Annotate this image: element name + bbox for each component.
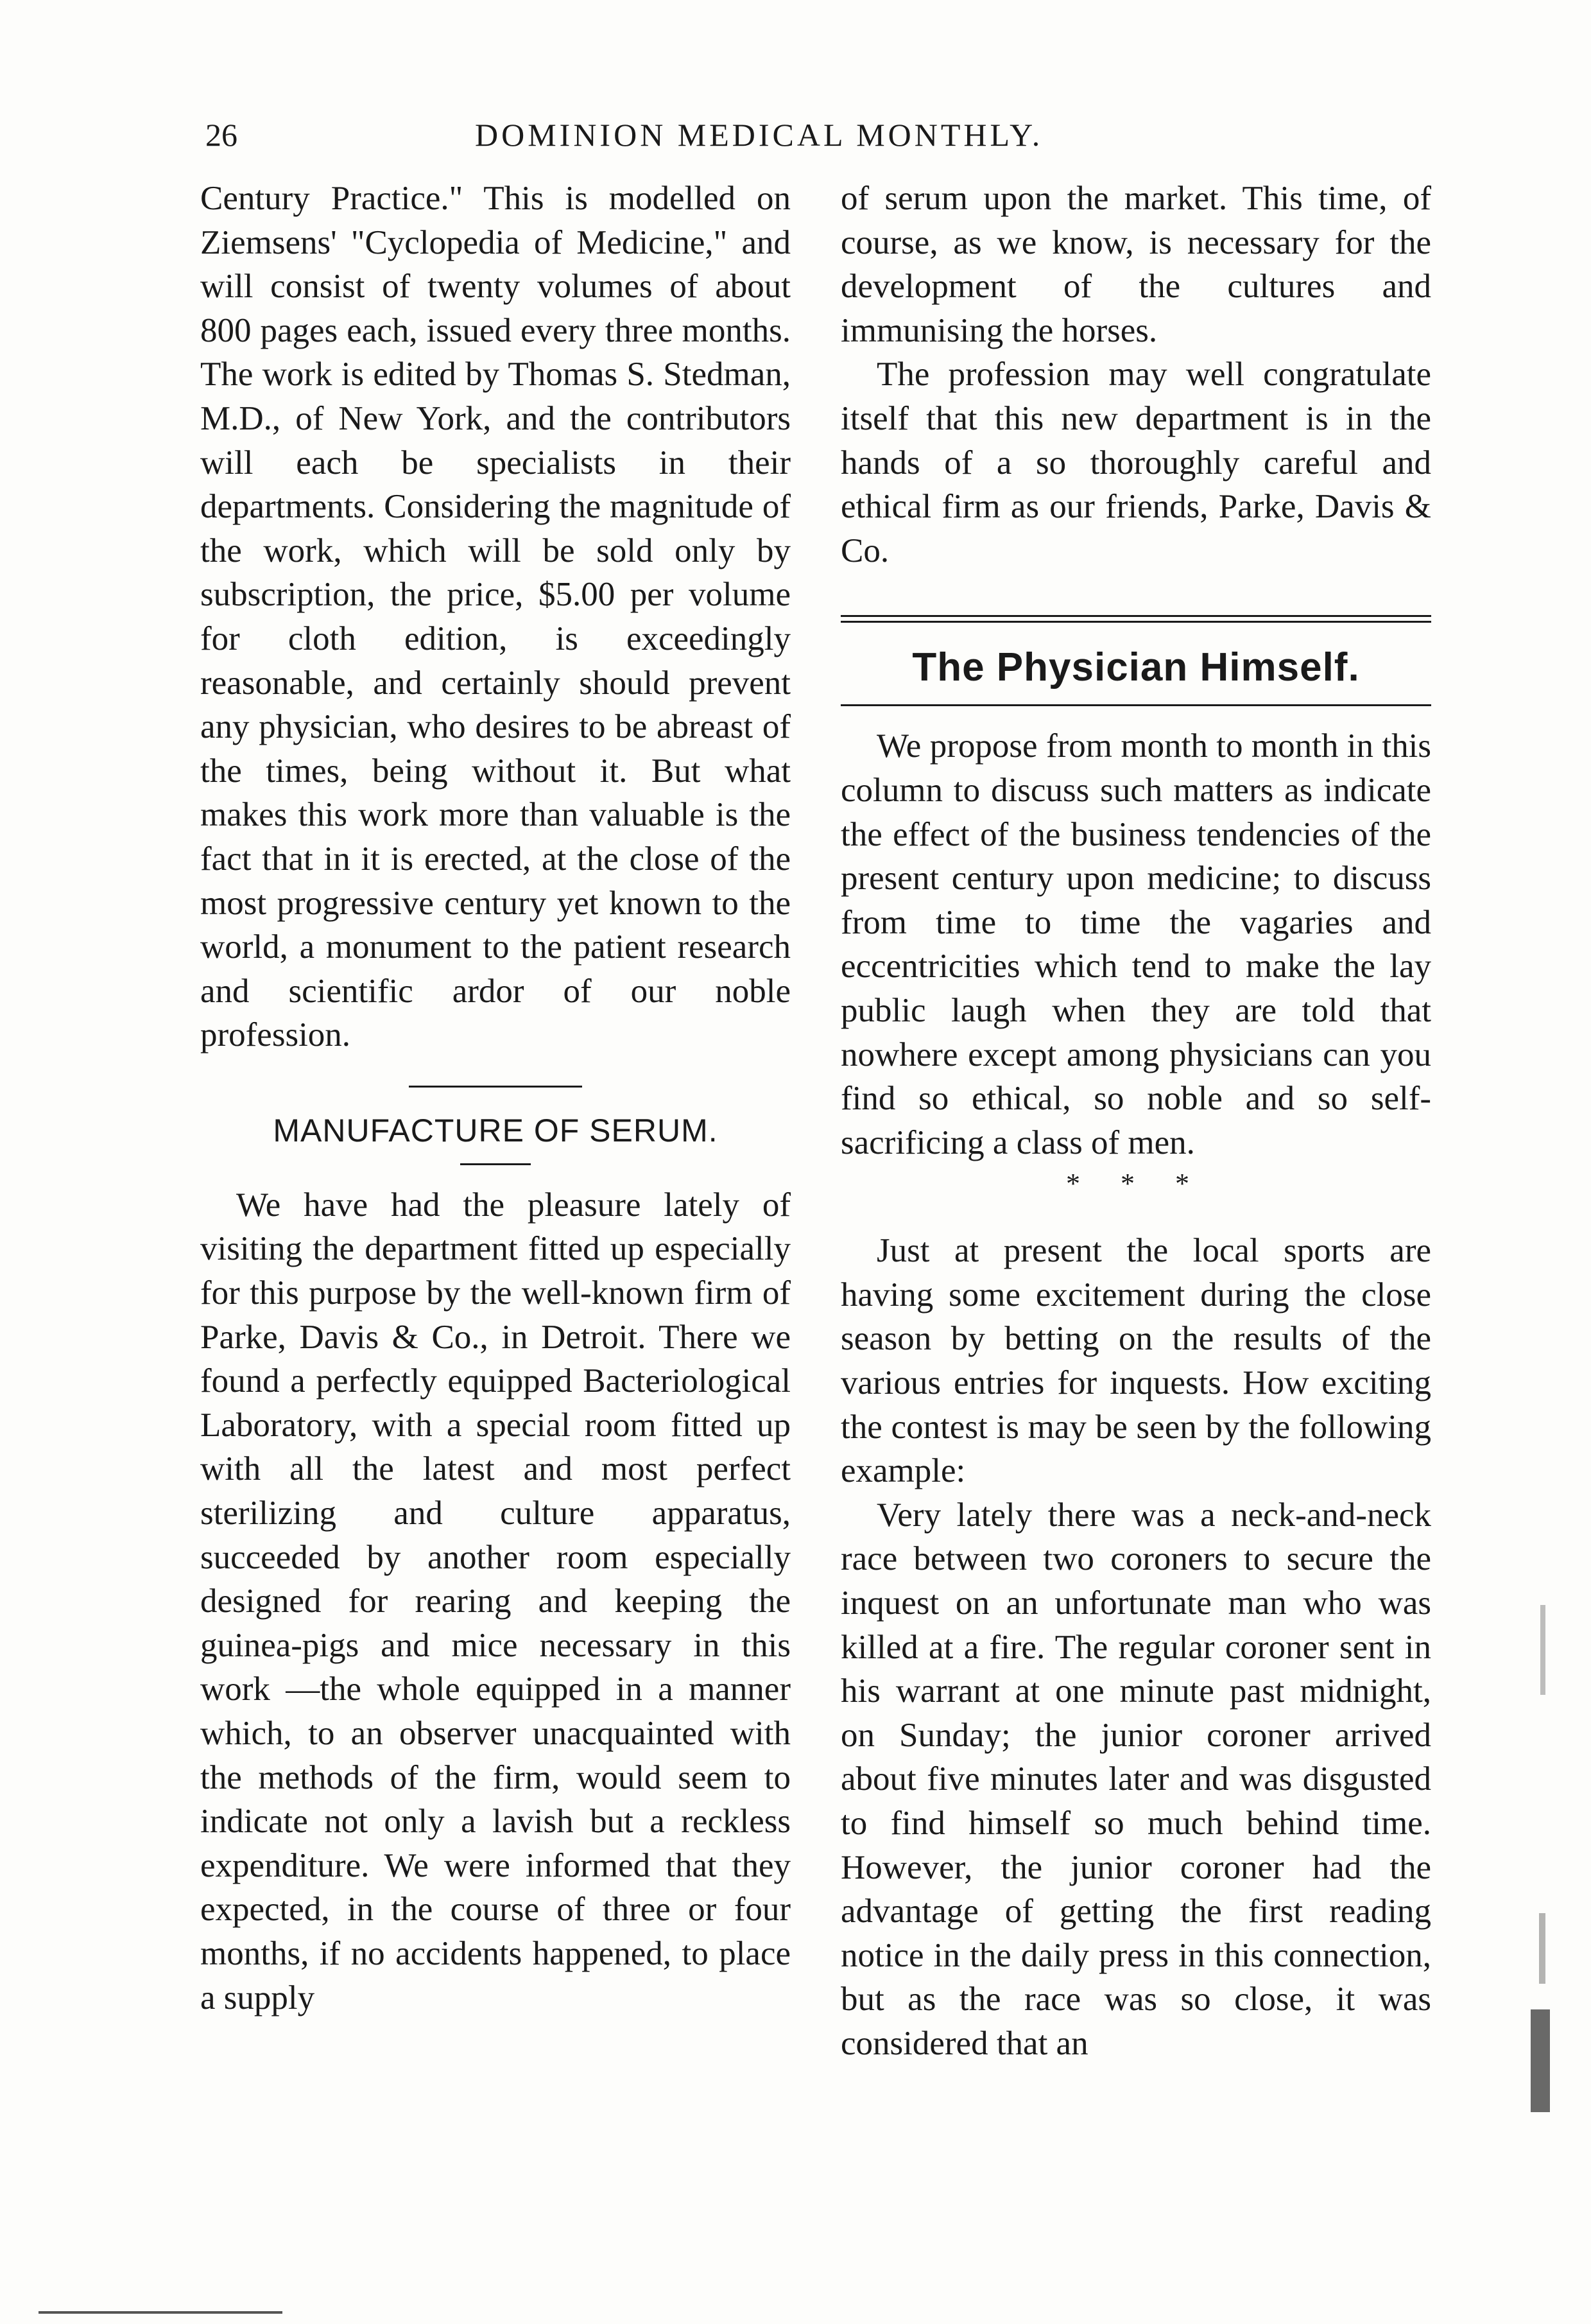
coroner-paragraph: Very lately there was a neck-and-neck race between two coroners to secure the inquest on an unfortunate man who was killed at a fire. The regular coroner sent in his warrant at one minute past midnight, on Sunday; the junior coroner arrived about five minutes later and was disgusted to find himself so much behind time. However, the junior coroner had the advantage of getting the first reading notice in the daily press in this connection, but as the race was so close, it was considered that an — [841, 1496, 1431, 2062]
journal-title: DOMINION MEDICAL MONTHLY. — [475, 117, 1044, 153]
congratulate-paragraph: The profession may well congratulate itself that this new department is in the hands of a so thoroughly careful and ethical firm as our friends, Parke, Davis & Co. — [841, 356, 1431, 569]
propose-paragraph: We propose from month to month in this column to discuss such matters as indicate the effect of the business tendencies of the present century upon medicine; to discuss from time to time the vagaries and eccentricities which tend to make the lay public laugh when they are told that nowhere except among physicians can you find so ethical, so noble and so self-sacrificing a class of men. — [841, 727, 1431, 1161]
serum-continuation-paragraph: of serum upon the market. This time, of course, as we know, is necessary for the development of the cultures and immunising the horses. — [841, 180, 1431, 349]
intro-paragraph: Century Practice." This is modelled on Ziemsens' "Cyclopedia of Medicine," and will consist of twenty volumes of about 800 pages each, issued every three months. The work is edited by Thomas S. Stedman, M.D., of New York, and the contributors will each be specialists in their departments. Considering the magnitude of the work, which will be sold only by subscription, the price, $5.00 per volume for cloth edition, is exceedingly reasonable, and certainly should prevent any physician, who desires to be abreast of the times, being without it. But what makes this work more than valuable is the fact that in it is erected, at the close of the most progressive century yet known to the world, a monument to the patient research and scientific ardor of our noble profession. — [200, 180, 791, 1054]
serum-heading: MANUFACTURE OF SERUM. — [273, 1112, 718, 1149]
double-rule — [841, 615, 1431, 623]
right-column — [841, 177, 1431, 2066]
scan-edge-mark — [1540, 1605, 1545, 1695]
scan-bottom-mark — [39, 2311, 282, 2314]
page-number: 26 — [205, 117, 237, 153]
physician-himself-heading: The Physician Himself. — [912, 645, 1360, 690]
page-header — [205, 109, 1149, 160]
scan-edge-mark — [1539, 1913, 1545, 1984]
left-column — [200, 177, 791, 2020]
section-stars: * * * — [1066, 1168, 1206, 1200]
scan-edge-mark — [1531, 2009, 1550, 2112]
sports-paragraph: Just at present the local sports are having some excitement during the close season by betting on the results of the various entries for inquests. How exciting the contest is may be seen by the following example: — [841, 1232, 1431, 1490]
serum-paragraph: We have had the pleasure lately of visiting the department fitted up especially for this purpose by the well-known firm of Parke, Davis & Co., in Detroit. There we found a perfectly equipped Bacteriological Laboratory, with a special room fitted up with all the latest and most perfect sterilizing and culture apparatus, succeeded by another room especially designed for rearing and keeping the guinea-pigs and mice necessary in this work —the whole equipped in a manner which, to an observer unacquainted with the methods of the firm, would seem to indicate not only a lavish but a reckless expenditure. We were informed that they expected, in the course of three or four months, if no accidents happened, to place a supply — [200, 1186, 791, 2016]
